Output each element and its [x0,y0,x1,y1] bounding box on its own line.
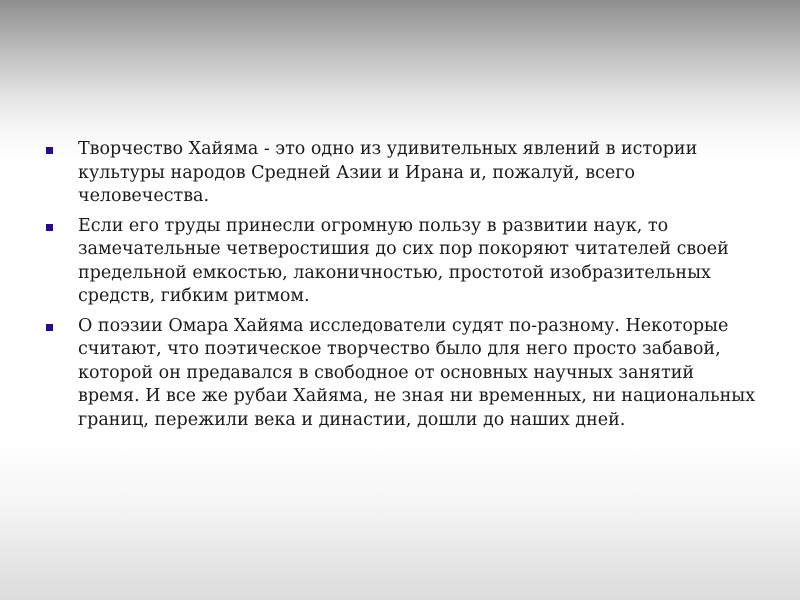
bullet-item [44,215,756,309]
bullet-text: О поэзии Омара Хайяма исследователи судят по-разному. Некоторые считают, что поэтическое творчество было для него просто забавой, которой он предавался в свободное от основных научных занятий время. И все же рубаи Хайяма, не зная ни временных, ни национальных границ, пережили века и династии, дошли до наших дней. [78,315,756,430]
bullet-text: Творчество Хайяма - это одно из удивительных явлений в истории культуры народов Средней Азии и Ирана и, пожалуй, всего человечества. [78,139,698,206]
square-bullet-icon [46,224,53,231]
bullet-item [44,315,756,433]
bullet-list [44,138,756,438]
bullet-item [44,138,756,209]
square-bullet-icon [46,147,53,154]
bullet-text: Если его труды принесли огромную пользу в развитии наук, то замечательные четверостишия до сих пор покоряют читателей своей предельной емкостью, лаконичностью, простотой изобразительных средств, гибким ритмом. [78,215,729,306]
square-bullet-icon [46,324,53,331]
